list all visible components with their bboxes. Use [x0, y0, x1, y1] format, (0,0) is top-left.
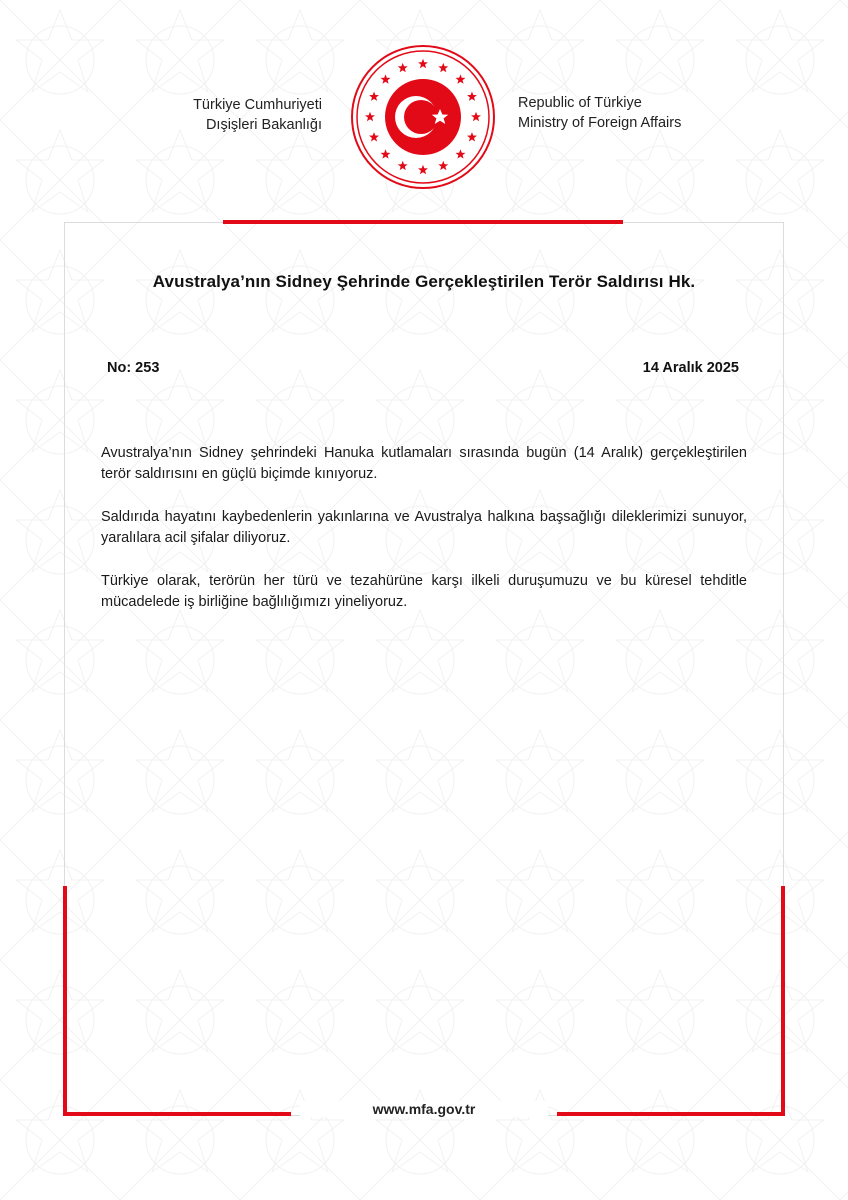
ministry-seal-icon — [350, 44, 496, 190]
footer-website-link[interactable]: www.mfa.gov.tr — [300, 1101, 548, 1117]
header-right-line1: Republic of Türkiye — [518, 95, 642, 111]
document-date: 14 Aralık 2025 — [642, 360, 739, 376]
document-body — [101, 443, 747, 635]
frame-red-accent-bottom-right — [557, 1112, 785, 1116]
frame-red-accent-left — [63, 886, 67, 1116]
header-ministry-english — [518, 93, 738, 133]
header-left-line1: Türkiye Cumhuriyeti — [193, 97, 322, 113]
paragraph: Avustralya’nın Sidney şehrindeki Hanuka kutlamaları sırasında bugün (14 Aralık) gerçekleştirilen terör saldırısını en güçlü biçimde kınıyoruz. — [101, 445, 747, 482]
paragraph: Türkiye olarak, terörün her türü ve tezahürüne karşı ilkeli duruşumuzu ve bu küresel tehditle mücadelede iş birliğine bağlılığımızı yineliyoruz. — [101, 573, 747, 610]
frame-red-accent-right — [781, 886, 785, 1116]
header-ministry-turkish — [170, 95, 322, 135]
frame-red-accent-top — [223, 220, 623, 224]
document-meta — [107, 360, 739, 376]
document-frame — [64, 222, 784, 1116]
header-right-line2: Ministry of Foreign Affairs — [518, 115, 682, 131]
document-number: No: 253 — [107, 360, 160, 376]
paragraph: Saldırıda hayatını kaybedenlerin yakınlarına ve Avustralya halkına başsağlığı dileklerimizi sunuyor, yaralılara acil şifalar diliyoruz. — [101, 509, 747, 546]
header-left-line2: Dışişleri Bakanlığı — [205, 117, 322, 133]
document-title: Avustralya’nın Sidney Şehrinde Gerçekleştirilen Terör Saldırısı Hk. — [152, 272, 696, 291]
frame-red-accent-bottom-left — [63, 1112, 291, 1116]
